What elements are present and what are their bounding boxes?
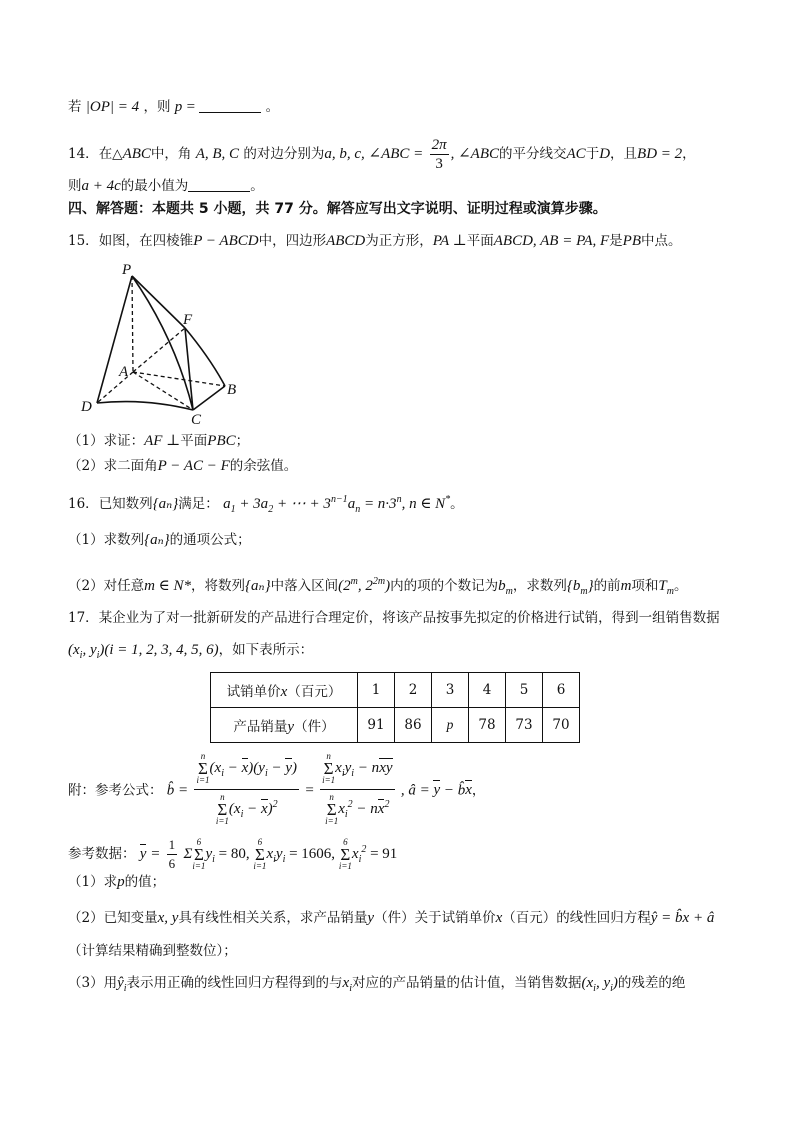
section-header: 四、解答题：本题共 5 小题，共 77 分。解答应写出文字说明、证明过程或演算步骤。 [68, 201, 607, 217]
q16-stem: 16．已知数列{aₙ}满足： $a_1 + 3a_2$ + ⋯ + $3^{n-1}a_n = n\cdot 3^n$, n ∈ N*。 [68, 494, 464, 515]
data-pairs: ($x_i$, $y_i)(i = 1$, 2, 3, 4, 5, 6) [68, 642, 219, 661]
op-condition: |OP| = 4 [85, 99, 140, 115]
fraction-2pi-3: $\frac{2\pi}{3}$ [431, 137, 447, 172]
edge-PD [97, 276, 132, 403]
edge-PA [132, 276, 133, 372]
label-P: P [122, 262, 132, 278]
q17-part3: （3）用$ŷ_i$表示用正确的线性回归方程得到的与$x_i$对应的产品销量的估计值，当销售数据($x_i$, $y_i$)的残差的绝 [68, 975, 686, 994]
answer-blank[interactable] [199, 98, 261, 113]
q14-line2: 则a + 4c的最小值为 。 [68, 178, 264, 194]
table-row: 产品销量y（件） 91 86 p 78 73 70 [211, 708, 580, 743]
reference-data: 参考数据： y = $\frac{1}{6}$ Σ 6 Σ i=1 $y_i = 80$, 6 Σ i=1 $x_iy_i = 1606$, 6 Σ i=1 $x_i^2 = 91$ [68, 837, 398, 872]
q13-tail: 若 |OP| = 4 ，则 p = 。 [68, 99, 280, 115]
q17-part2-note: （计算结果精确到整数位）； [68, 943, 237, 959]
q17-part2: （2）已知变量x, y具有线性相关关系，求产品销量y（件）关于试销单价x（百元）的线性回归方程ŷ = b̂x + â [68, 910, 715, 926]
pyramid-figure [75, 258, 255, 428]
row1-header: 试销单价x（百元） [211, 673, 358, 708]
edge-AB [133, 372, 225, 386]
q14-line1: 14．在△ABC中，角 A, B, C 的对边分别为a, b, c, ∠ABC = $\frac{2\pi}{3}$ , ∠ABC的平分线交AC于D，且BD = 2， [68, 137, 696, 172]
sales-table [210, 672, 580, 743]
q16-part1: （1）求数列{aₙ}的通项公式； [68, 532, 251, 548]
edge-PC [132, 276, 193, 410]
q15-stem: 15．如图，在四棱锥P − ABCD中，四边形ABCD为正方形，PA ⊥平面ABCD, AB = PA, F是PB中点。 [68, 233, 682, 249]
edge-CB [193, 386, 225, 410]
q17-stem-line1: 17．某企业为了对一批新研发的产品进行合理定价，将该产品按事先拟定的价格进行试销，得到一组销售数据 [68, 610, 720, 626]
table-row: 试销单价x（百元） 1 2 3 4 5 6 [211, 673, 580, 708]
q17-part1: （1）求p的值； [68, 874, 166, 890]
q17-stem-line2: ($x_i$, $y_i)(i = 1$, 2, 3, 4, 5, 6)，如下表所示： [68, 642, 314, 661]
q15-part1: （1）求证：AF ⊥平面PBC； [68, 433, 250, 449]
reference-formula: 附：参考公式： b̂ = n Σ i=1 $(x_i - x)(y_i - y)$ n Σ i=1 $(x_i - x)^2$ = n Σ i=1 $x_iy_i$ − nxy n Σ i=1 $x_i^2 - nx^2$ , â = y − b̂x， [68, 751, 486, 826]
q15-part2: （2）求二面角P − AC − F的余弦值。 [68, 458, 298, 474]
label-B: B [227, 382, 237, 398]
edge-AF [133, 328, 185, 372]
q16-recurrence: $a_1 + 3a_2$ + ⋯ + $3^{n-1}a_n = n\cdot 3^n$, n ∈ N* [223, 494, 451, 515]
q16-part2: （2）对任意m ∈ N*，将数列{aₙ}中落入区间(2$^m$, $2^{2m}$)内的项的个数记为$b_m$，求数列$\{b_m\}$的前m项和$T_m$。 [68, 576, 688, 597]
interval: (2$^m$, $2^{2m}$) [338, 576, 391, 594]
label-F: F [183, 312, 193, 328]
label-C: C [191, 412, 202, 428]
row2-header: 产品销量y（件） [211, 708, 358, 743]
edge-DC [97, 402, 193, 410]
label-A: A [119, 364, 129, 380]
label-D: D [81, 399, 92, 415]
edge-FB [185, 328, 225, 386]
answer-blank[interactable] [188, 177, 250, 192]
